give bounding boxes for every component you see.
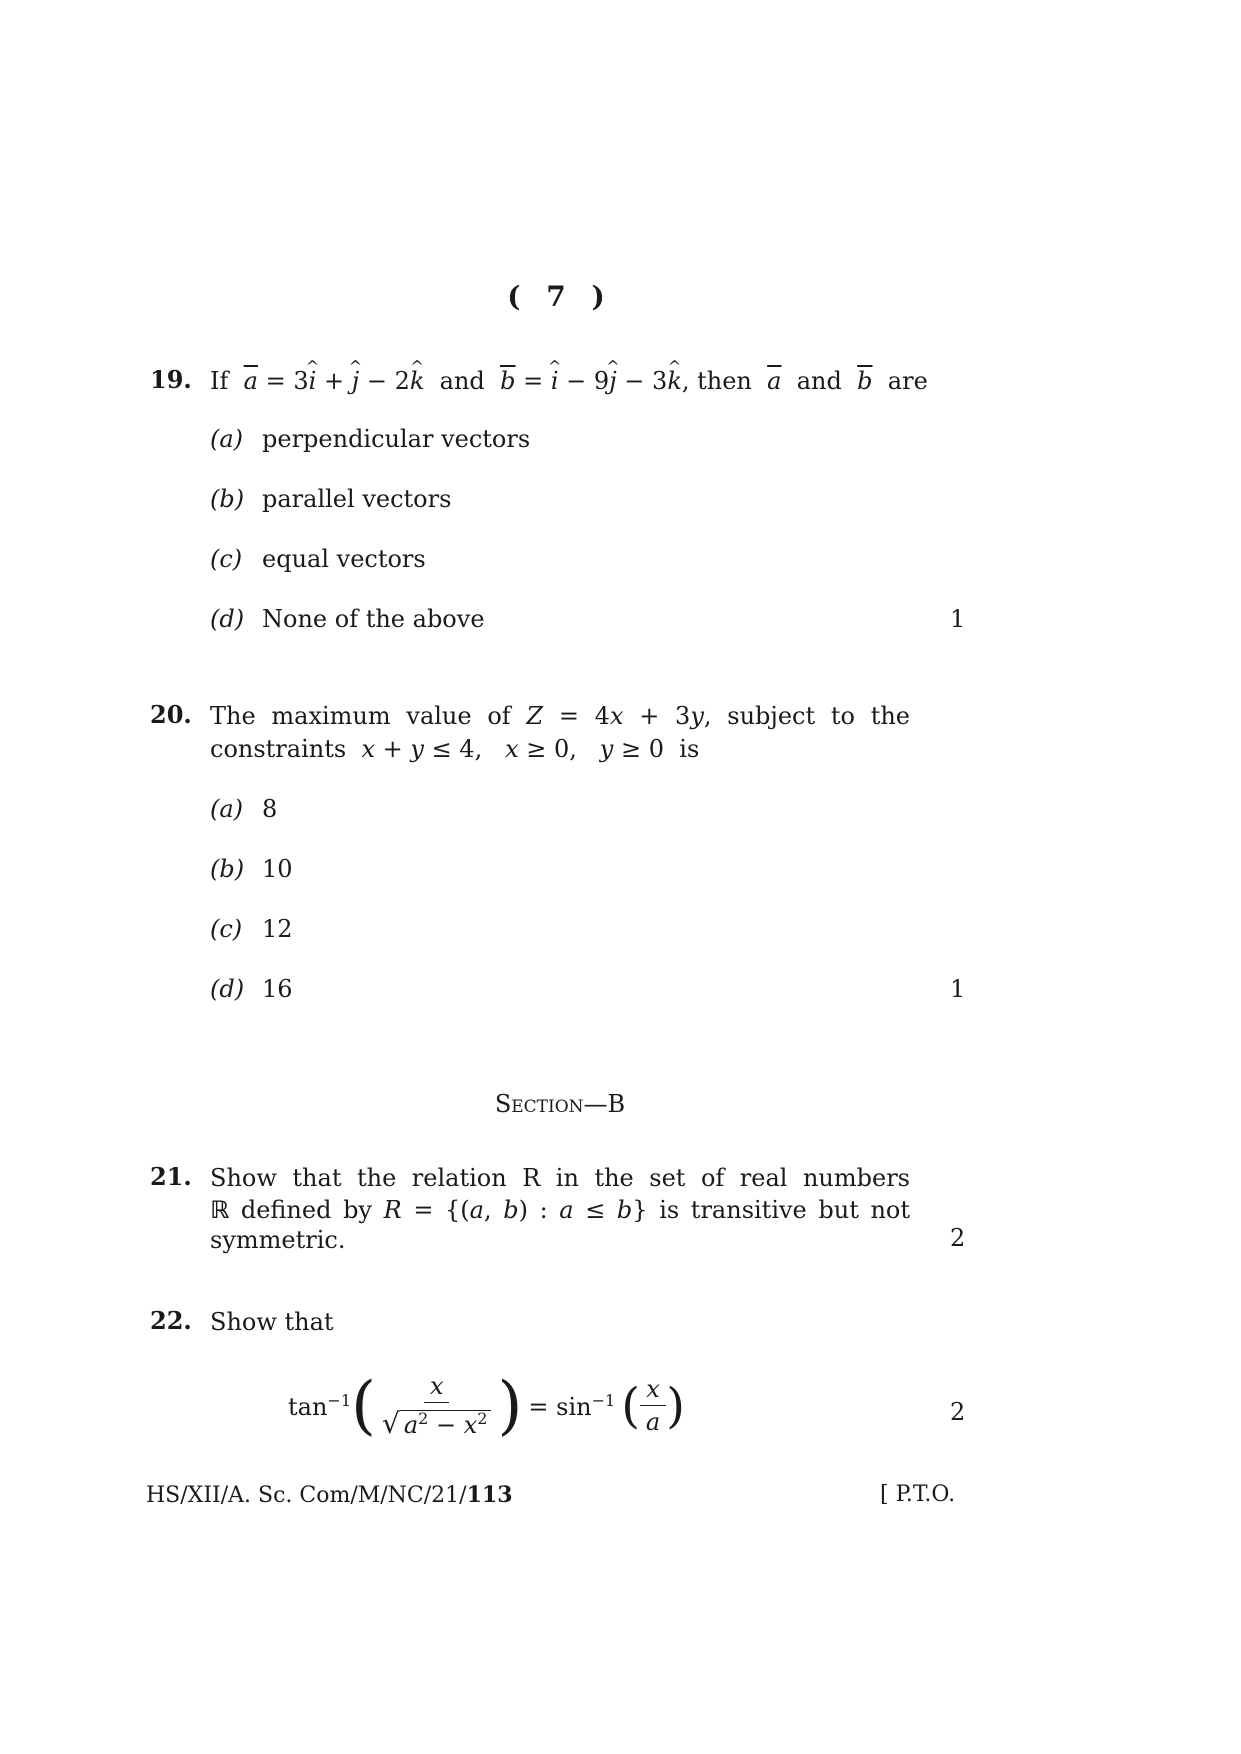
right-paren-small: ) [666,1377,685,1434]
vector-b-definition: $\overline{b} = i$ ^ − 9j ^ − 3k ^ [500,367,682,395]
q19-option-c-text: equal vectors [262,545,426,573]
real-numbers-symbol: ℝ [210,1196,230,1224]
q19-option-a-text: perpendicular vectors [262,425,531,453]
left-paren-large: ( [351,1368,376,1443]
right-paren-large: ) [497,1368,523,1443]
q19-and-1: and [439,367,485,395]
question-22-text: Show that [210,1308,334,1336]
fraction-x-over-a: $\frac{x}{a}$ [640,1373,666,1438]
q21-marks: 2 [950,1224,966,1252]
section-letter: —B [583,1090,626,1118]
question-number-20: 20. [150,700,192,729]
q21-line2-b: is transitive but not [659,1196,911,1224]
q19-option-a-letter: (a) [210,425,244,453]
paper-code: HS/XII/A. Sc. Com/M/NC/21/113 [146,1482,513,1508]
q19-option-d-text: None of the above [262,605,485,633]
objective-function: Z = 4x + 3y [526,702,704,730]
relation-definition: R = {(a, b) : a ≤ b} [383,1196,648,1224]
q20-line2-b: is [679,735,700,763]
q20-option-c-letter: (c) [210,915,243,943]
please-turn-over: [ P.T.O. [880,1482,956,1507]
q20-option-b-letter: (b) [210,855,245,883]
fraction-x-over-sqrt: $\frac{x}{√ a^2 - x^2}$ [376,1370,497,1441]
q20-line2-a: constraints [210,735,347,763]
question-21-line-2 [210,1194,910,1226]
q20-option-d-text: 16 [262,975,293,1003]
q20-option-a-letter: (a) [210,795,244,823]
question-21-line-1: Show that the relation R in the set of real numbers [210,1164,910,1192]
q19-option-b-letter: (b) [210,485,245,513]
question-number-21: 21. [150,1162,192,1191]
q20-option-a-text: 8 [262,795,278,823]
q20-option-d-letter: (d) [210,975,245,1003]
q20-line1-a: The maximum value of [210,702,511,730]
vector-a-definition: $\overline{a} = 3i$ ^ + j ^ − 2k ^ [236,367,424,395]
q20-line1-b: , subject to the [703,702,911,730]
left-paren-small: ( [621,1377,640,1434]
question-19-text [210,365,1010,397]
section-heading [0,1090,1120,1118]
q19-option-c-letter: (c) [210,545,243,573]
q22-marks: 2 [950,1398,966,1426]
q19-if: If [210,367,229,395]
vector-b-symbol: $\overline{b}$ [857,367,873,395]
vector-a-symbol: $\overline{a}$ [767,367,782,395]
constraints: x + y ≤ 4, x ≥ 0, y ≥ 0 [361,735,664,763]
section-word: Section [494,1090,584,1118]
question-number-19: 19. [150,365,192,394]
question-number-22: 22. [150,1306,192,1335]
tan-inverse: $\tan^{-1}$ [288,1390,352,1421]
q20-option-b-text: 10 [262,855,293,883]
q19-are: are [887,367,928,395]
q21-line2-a: defined by [240,1196,372,1224]
identity-equation: $\tan^{-1}$ ( $\frac{x}{√ a^2 - x^2}$ ) = $\sin^{-1}$ ( $\frac{x}{a}$ ) [288,1368,685,1443]
question-21-line-3: symmetric. [210,1226,346,1254]
q19-option-b-text: parallel vectors [262,485,452,513]
q19-and-2: and [796,367,842,395]
q19-then: , then [681,367,752,395]
q20-marks: 1 [950,975,966,1003]
q20-option-c-text: 12 [262,915,293,943]
question-20-line-1 [210,700,910,732]
q19-marks: 1 [950,605,966,633]
q19-option-d-letter: (d) [210,605,245,633]
page-number: ( 7 ) [507,280,613,313]
question-20-line-2 [210,733,910,765]
